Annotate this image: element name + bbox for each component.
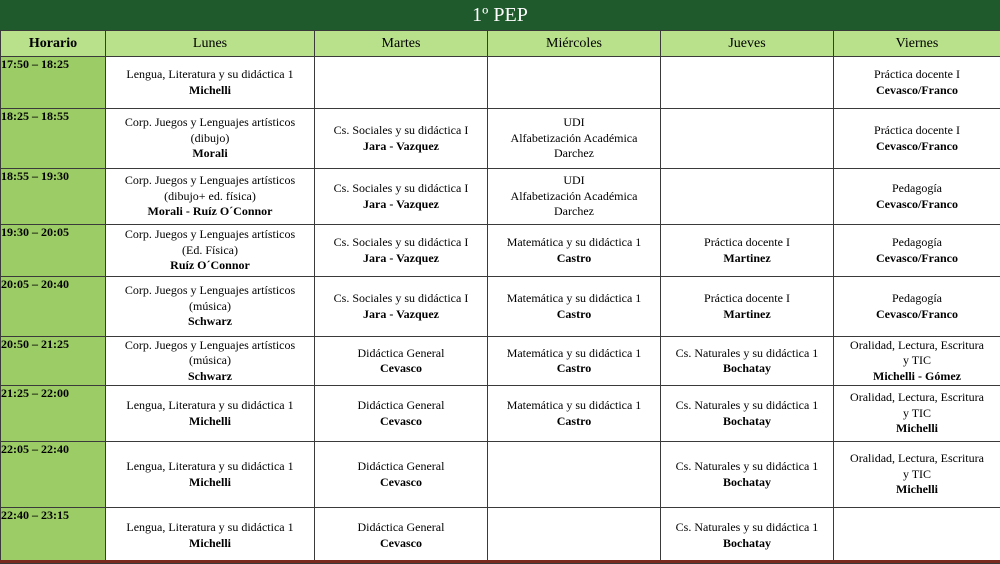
table-row	[1, 337, 1000, 386]
time-slot: 20:50 – 21:25	[1, 337, 106, 386]
header-martes: Martes	[315, 31, 488, 57]
subject-line: Alfabetización Académica	[488, 189, 660, 205]
subject-line: y TIC	[834, 467, 1000, 483]
subject-line: Práctica docente I	[661, 235, 833, 251]
class-cell	[106, 169, 315, 225]
time-slot: 19:30 – 20:05	[1, 225, 106, 277]
subject-line: Pedagogía	[834, 235, 1000, 251]
time-slot: 21:25 – 22:00	[1, 386, 106, 442]
subject-line: Lengua, Literatura y su didáctica 1	[106, 520, 314, 536]
teacher-name: Jara - Vazquez	[315, 307, 487, 323]
teacher-name: Cevasco	[315, 414, 487, 430]
table-row	[1, 109, 1000, 169]
teacher-name: Michelli	[834, 482, 1000, 498]
class-cell	[106, 57, 315, 109]
subject-line: Alfabetización Académica	[488, 131, 660, 147]
teacher-name: Jara - Vazquez	[315, 251, 487, 267]
subject-line: Corp. Juegos y Lenguajes artísticos	[106, 173, 314, 189]
subject-line: Corp. Juegos y Lenguajes artísticos	[106, 338, 314, 354]
teacher-name: Cevasco	[315, 361, 487, 377]
class-cell	[106, 386, 315, 442]
table-row	[1, 508, 1000, 564]
teacher-name: Michelli	[106, 83, 314, 99]
subject-line: Cs. Naturales y su didáctica 1	[661, 346, 833, 362]
subject-line: Cs. Naturales y su didáctica 1	[661, 520, 833, 536]
subject-line: Cs. Sociales y su didáctica I	[315, 291, 487, 307]
schedule-title: 1º PEP	[0, 0, 1000, 31]
subject-line: (música)	[106, 353, 314, 369]
teacher-name: Castro	[488, 307, 660, 323]
class-cell	[315, 508, 488, 564]
teacher-name: Cevasco/Franco	[834, 83, 1000, 99]
class-cell	[488, 57, 661, 109]
class-cell	[106, 442, 315, 508]
teacher-name: Martinez	[661, 307, 833, 323]
class-cell	[315, 386, 488, 442]
class-cell	[661, 277, 834, 337]
teacher-name: Cevasco/Franco	[834, 251, 1000, 267]
subject-line: (música)	[106, 299, 314, 315]
class-cell	[488, 386, 661, 442]
teacher-name: Bochatay	[661, 475, 833, 491]
table-row	[1, 225, 1000, 277]
class-cell	[106, 277, 315, 337]
subject-line: Didáctica General	[315, 520, 487, 536]
class-cell	[315, 442, 488, 508]
table-row	[1, 386, 1000, 442]
subject-line: Darchez	[488, 204, 660, 220]
teacher-name: Cevasco/Franco	[834, 307, 1000, 323]
class-cell	[315, 337, 488, 386]
class-cell	[661, 169, 834, 225]
header-viernes: Viernes	[834, 31, 1000, 57]
time-slot: 22:05 – 22:40	[1, 442, 106, 508]
teacher-name: Jara - Vazquez	[315, 197, 487, 213]
class-cell	[661, 57, 834, 109]
subject-line: Oralidad, Lectura, Escritura	[834, 390, 1000, 406]
header-row	[1, 31, 1000, 57]
class-cell	[488, 109, 661, 169]
subject-line: Corp. Juegos y Lenguajes artísticos	[106, 283, 314, 299]
class-cell	[488, 169, 661, 225]
class-cell	[106, 109, 315, 169]
teacher-name: Castro	[488, 361, 660, 377]
subject-line: Práctica docente I	[661, 291, 833, 307]
subject-line: Matemática y su didáctica 1	[488, 346, 660, 362]
teacher-name: Bochatay	[661, 414, 833, 430]
subject-line: y TIC	[834, 353, 1000, 369]
header-lunes: Lunes	[106, 31, 315, 57]
class-cell	[661, 225, 834, 277]
schedule-body	[1, 57, 1000, 564]
class-cell	[106, 337, 315, 386]
teacher-name: Bochatay	[661, 361, 833, 377]
subject-line: Oralidad, Lectura, Escritura	[834, 338, 1000, 354]
subject-line: Corp. Juegos y Lenguajes artísticos	[106, 115, 314, 131]
class-cell	[488, 442, 661, 508]
subject-line: Cs. Sociales y su didáctica I	[315, 235, 487, 251]
class-cell	[106, 225, 315, 277]
subject-line: Cs. Naturales y su didáctica 1	[661, 398, 833, 414]
class-cell	[834, 169, 1000, 225]
class-cell	[661, 109, 834, 169]
subject-line: Didáctica General	[315, 459, 487, 475]
class-cell	[661, 386, 834, 442]
subject-line: (Ed. Física)	[106, 243, 314, 259]
table-row	[1, 57, 1000, 109]
subject-line: Lengua, Literatura y su didáctica 1	[106, 459, 314, 475]
subject-line: (dibujo)	[106, 131, 314, 147]
subject-line: Práctica docente I	[834, 67, 1000, 83]
class-cell	[661, 508, 834, 564]
teacher-name: Cevasco	[315, 536, 487, 552]
class-cell	[834, 57, 1000, 109]
subject-line: Cs. Sociales y su didáctica I	[315, 181, 487, 197]
subject-line: Cs. Sociales y su didáctica I	[315, 123, 487, 139]
class-cell	[488, 225, 661, 277]
subject-line: Didáctica General	[315, 346, 487, 362]
time-slot: 18:55 – 19:30	[1, 169, 106, 225]
subject-line: y TIC	[834, 406, 1000, 422]
teacher-name: Schwarz	[106, 314, 314, 330]
time-slot: 20:05 – 20:40	[1, 277, 106, 337]
class-cell	[488, 508, 661, 564]
time-slot: 22:40 – 23:15	[1, 508, 106, 564]
class-cell	[834, 225, 1000, 277]
class-cell	[315, 169, 488, 225]
subject-line: Matemática y su didáctica 1	[488, 398, 660, 414]
teacher-name: Castro	[488, 414, 660, 430]
teacher-name: Michelli	[834, 421, 1000, 437]
class-cell	[315, 277, 488, 337]
subject-line: Corp. Juegos y Lenguajes artísticos	[106, 227, 314, 243]
subject-line: Pedagogía	[834, 291, 1000, 307]
teacher-name: Ruíz O´Connor	[106, 258, 314, 274]
subject-line: UDI	[488, 115, 660, 131]
class-cell	[834, 337, 1000, 386]
class-cell	[834, 442, 1000, 508]
teacher-name: Michelli	[106, 475, 314, 491]
subject-line: Práctica docente I	[834, 123, 1000, 139]
class-cell	[315, 225, 488, 277]
subject-line: Cs. Naturales y su didáctica 1	[661, 459, 833, 475]
teacher-name: Morali - Ruíz O´Connor	[106, 204, 314, 220]
table-row	[1, 442, 1000, 508]
teacher-name: Martinez	[661, 251, 833, 267]
teacher-name: Bochatay	[661, 536, 833, 552]
class-cell	[315, 57, 488, 109]
teacher-name: Morali	[106, 146, 314, 162]
class-cell	[661, 442, 834, 508]
class-cell	[315, 109, 488, 169]
subject-line: Lengua, Literatura y su didáctica 1	[106, 67, 314, 83]
teacher-name: Jara - Vazquez	[315, 139, 487, 155]
subject-line: Darchez	[488, 146, 660, 162]
teacher-name: Cevasco/Franco	[834, 139, 1000, 155]
table-row	[1, 277, 1000, 337]
subject-line: Matemática y su didáctica 1	[488, 235, 660, 251]
class-cell	[488, 277, 661, 337]
header-horario: Horario	[1, 31, 106, 57]
teacher-name: Michelli	[106, 536, 314, 552]
teacher-name: Michelli	[106, 414, 314, 430]
table-row	[1, 169, 1000, 225]
subject-line: Matemática y su didáctica 1	[488, 291, 660, 307]
subject-line: UDI	[488, 173, 660, 189]
class-cell	[661, 337, 834, 386]
header-jueves: Jueves	[661, 31, 834, 57]
teacher-name: Schwarz	[106, 369, 314, 385]
class-cell	[834, 386, 1000, 442]
teacher-name: Cevasco	[315, 475, 487, 491]
time-slot: 18:25 – 18:55	[1, 109, 106, 169]
subject-line: Didáctica General	[315, 398, 487, 414]
class-cell	[106, 508, 315, 564]
subject-line: Pedagogía	[834, 181, 1000, 197]
teacher-name: Castro	[488, 251, 660, 267]
subject-line: Lengua, Literatura y su didáctica 1	[106, 398, 314, 414]
subject-line: Oralidad, Lectura, Escritura	[834, 451, 1000, 467]
time-slot: 17:50 – 18:25	[1, 57, 106, 109]
class-cell	[834, 508, 1000, 564]
teacher-name: Michelli - Gómez	[834, 369, 1000, 385]
header-miercoles: Miércoles	[488, 31, 661, 57]
class-cell	[834, 109, 1000, 169]
schedule-table	[0, 30, 1000, 564]
class-cell	[834, 277, 1000, 337]
teacher-name: Cevasco/Franco	[834, 197, 1000, 213]
subject-line: (dibujo+ ed. física)	[106, 189, 314, 205]
class-cell	[488, 337, 661, 386]
